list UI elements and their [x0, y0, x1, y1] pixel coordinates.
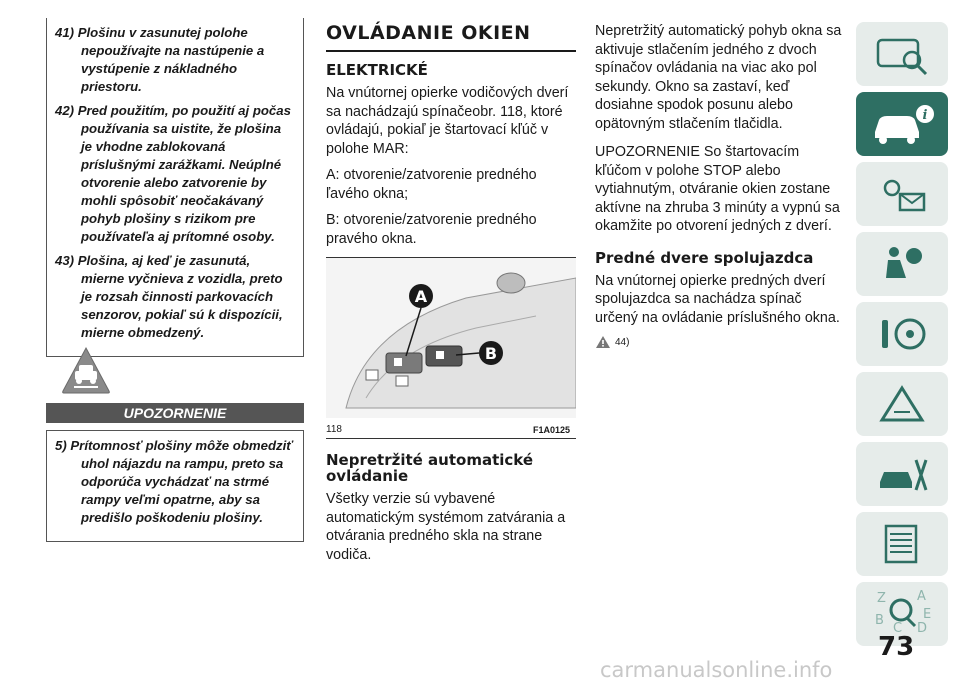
tab-safety[interactable] [856, 232, 948, 296]
paragraph: Na vnútornej opierke vodičových dverí sa nachádzajú spínačeobr. 118, ktoré ovládajú, pokiaľ je štartovací kľúč v polohe MAR: [326, 85, 569, 157]
section-subtitle: ELEKTRICKÉ [326, 61, 428, 79]
svg-text:D: D [917, 621, 928, 636]
section-title: OVLÁDANIE OKIEN [326, 22, 576, 52]
main-column-continued [326, 452, 576, 572]
tab-specifications[interactable] [856, 512, 948, 576]
warning-note-5: 5) Prítomnosť plošiny môže obmedziť uhol nájazdu na rampu, preto sa odporúča vychádzať na strmé rampy veľmi opatrne, aby sa predišlo poškodeniu plošiny. [55, 438, 293, 525]
svg-text:i: i [922, 108, 928, 123]
svg-text:A: A [917, 589, 926, 604]
svg-text:C: C [893, 621, 903, 636]
paragraph: B: otvorenie/zatvorenie predného pravého okna. [326, 212, 537, 247]
watermark: carmanualsonline.info [600, 658, 833, 682]
paragraph: Nepretržitý automatický pohyb okna sa aktivuje stlačením jedného z dvoch spínačov ovládania na viac ako pol sekundy. Okno sa zastaví, keď dosiahne spodok posunu alebo opätovným stlačením tlačidla. [595, 23, 842, 132]
airbag-seat-icon [872, 242, 932, 286]
reference-number: 44) [615, 336, 630, 348]
label-a: A [414, 287, 428, 306]
warning-lights-icon [872, 172, 932, 216]
tab-car-info[interactable] [856, 92, 948, 156]
warning-header: UPOZORNENIE [46, 403, 304, 423]
svg-text:Z: Z [877, 591, 886, 606]
tab-dashboard[interactable] [856, 22, 948, 86]
svg-text:B: B [875, 613, 884, 628]
car-info-icon [867, 102, 937, 146]
note-42: 42) Pred použitím, po použití aj počas používania sa uistite, že plošina je vhodne zablokovaná príslušnými zarážkami. Neúplné otvorenie alebo zatvorenie by mohli spôsobiť neočakávaný pohyb plošiny s rizikom pre používateľa aj prítomné osoby. [55, 103, 291, 244]
passenger-door-title: Predné dvere spolujazdca [595, 248, 814, 267]
figure-code: F1A0125 [532, 425, 570, 435]
paragraph: A: otvorenie/zatvorenie predného ľavého okna; [326, 167, 537, 202]
label-b: B [484, 344, 498, 363]
note-41: 41) Plošinu v zasunutej polohe nepoužívajte na nastúpenie a vystúpenie z nákladného priestoru. [55, 25, 265, 94]
svg-text:E: E [923, 607, 932, 622]
figure-number: 118 [326, 424, 342, 435]
tab-starting-driving[interactable] [856, 302, 948, 366]
notes-box [46, 18, 304, 357]
note-43: 43) Plošina, aj keď je zasunutá, mierne vyčnieva z vozidla, preto je rozsah činnosti parkovacích senzorov, pokiaľ sú k dispozícii, mierne obmedzený. [55, 253, 283, 340]
reference [595, 335, 845, 349]
passenger-door-text: Na vnútornej opierke predných dverí spolujazdca sa nachádza spínač určený na ovládanie príslušného okna. [595, 272, 840, 326]
notes-column [46, 18, 304, 357]
warning-triangle-icon [60, 345, 112, 395]
specifications-icon [872, 522, 932, 566]
main-column [326, 22, 576, 256]
dashboard-search-icon [872, 32, 932, 76]
tab-warning-lights[interactable] [856, 162, 948, 226]
figure-118 [326, 257, 576, 439]
section2-text: Všetky verzie sú vybavené automatickým systémom zatvárania a otvárania predného skla na strane vodiča. [326, 491, 566, 563]
tab-emergency[interactable] [856, 372, 948, 436]
chapter-sidebar [856, 22, 952, 652]
right-column [595, 22, 845, 349]
tab-maintenance[interactable] [856, 442, 948, 506]
warning-icon [595, 335, 611, 349]
page-number: 73 [878, 632, 915, 662]
paragraph: UPOZORNENIE So štartovacím kľúčom v polohe STOP alebo vytiahnutým, otváranie okien zostane aktívne na zhruba 3 minúty a vypnú sa okamžite po otvorení jedných z dverí. [595, 144, 840, 234]
window-switch-illustration [326, 258, 576, 418]
steering-wheel-icon [872, 312, 932, 356]
warning-box [46, 430, 304, 542]
car-tools-icon [872, 452, 932, 496]
warning-triangle-icon [872, 382, 932, 426]
section2-title: Nepretržité automatické ovládanie [326, 451, 534, 485]
